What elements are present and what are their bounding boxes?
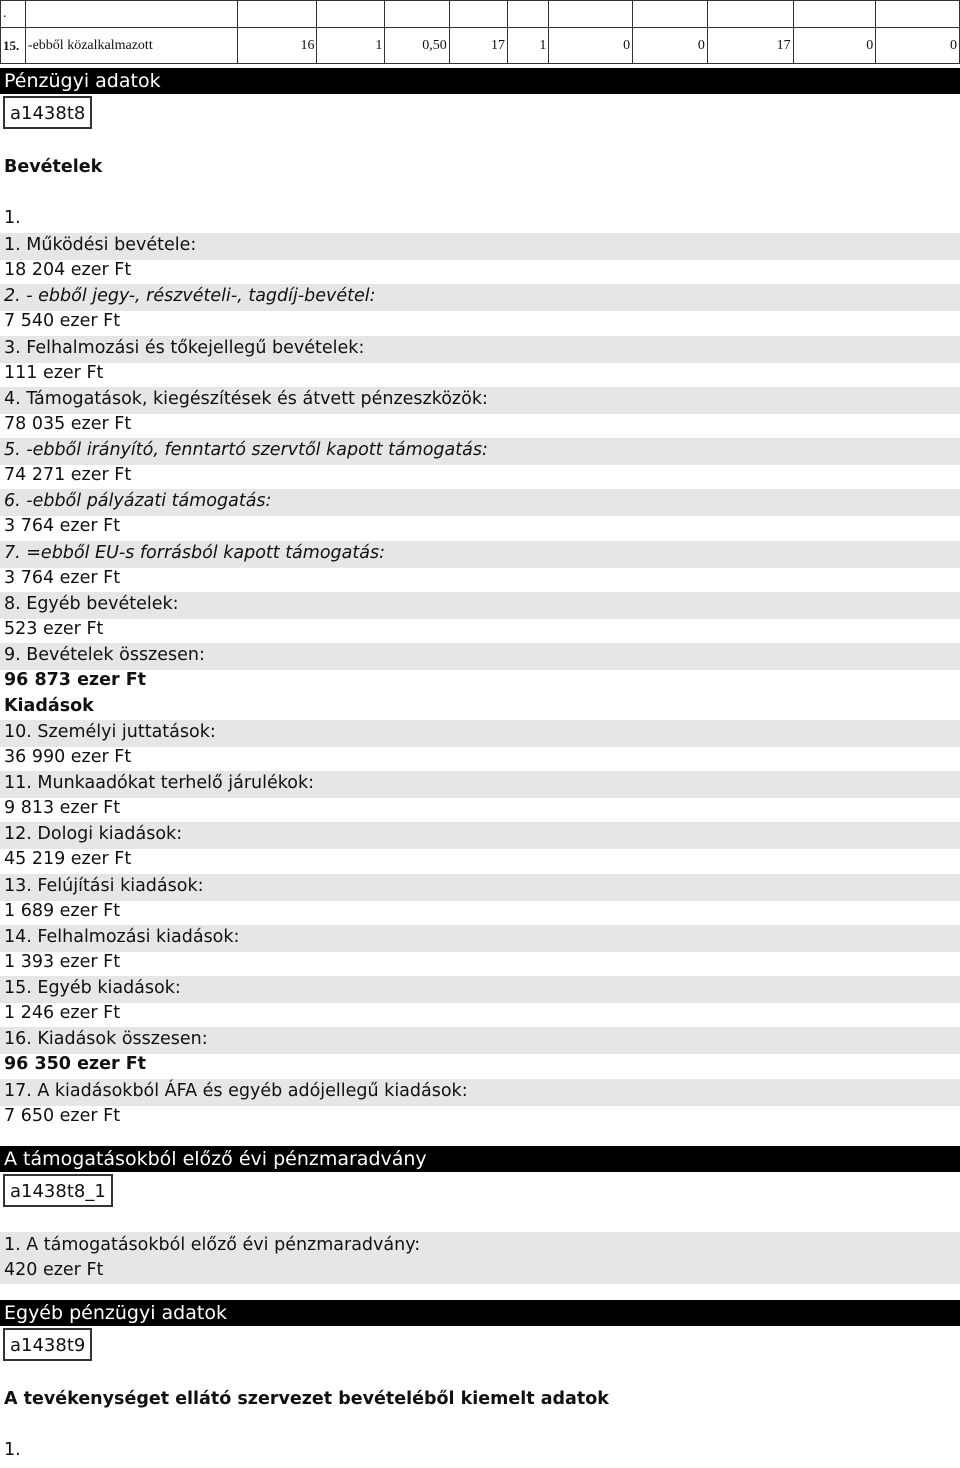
total-revenue-value: 96 873 ezer Ft <box>4 670 147 690</box>
table-cell <box>507 1 548 28</box>
table-value: 0 <box>633 28 708 64</box>
table-cell <box>317 1 385 28</box>
item-value: 1 393 ezer Ft <box>4 952 121 972</box>
total-label: Kiadások összesen: <box>37 1029 208 1049</box>
item-label: 8. Egyéb bevételek: <box>4 594 179 614</box>
item-label: 11. Munkaadókat terhelő járulékok: <box>4 773 314 793</box>
group-number: 1. <box>4 208 21 228</box>
subsection-title-highlighted-data: A tevékenységet ellátó szervezet bevételéből kiemelt adatok <box>4 1389 609 1409</box>
table-value: 0,50 <box>385 28 449 64</box>
item-value: 523 ezer Ft <box>4 619 104 639</box>
table-cell <box>449 1 507 28</box>
item-label: 12. Dologi kiadások: <box>4 824 183 844</box>
item-value: 1 689 ezer Ft <box>4 901 121 921</box>
item-label: 13. Felújítási kiadások: <box>4 876 204 896</box>
total-label: Bevételek összesen: <box>26 645 205 665</box>
section-title-other-financial: Egyéb pénzügyi adatok <box>0 1300 960 1326</box>
item-value: 7 650 ezer Ft <box>4 1106 121 1126</box>
item-label: 10. Személyi juttatások: <box>4 722 216 742</box>
section-title-financial: Pénzügyi adatok <box>0 68 960 94</box>
item-value: 420 ezer Ft <box>4 1260 104 1280</box>
table-cell <box>793 1 876 28</box>
item-label: 5. -ebből irányító, fenntartó szervtől kapott támogatás: <box>4 440 488 460</box>
item-label: 7. =ebből EU-s forrásból kapott támogatás: <box>4 543 385 563</box>
group-number: 1. <box>4 1440 21 1460</box>
item-value: 3 764 ezer Ft <box>4 516 121 536</box>
section-code: a1438t9 <box>3 1328 92 1361</box>
item-label: 1. A támogatásokból előző évi pénzmaradvány: <box>4 1235 421 1255</box>
table-cell <box>633 1 708 28</box>
section-title-remainder: A támogatásokból előző évi pénzmaradvány <box>0 1146 960 1172</box>
staff-table <box>0 0 960 64</box>
table-value: 1 <box>507 28 548 64</box>
item-value: 18 204 ezer Ft <box>4 260 132 280</box>
item-label: 2. - ebből jegy-, részvételi-, tagdíj-bevétel: <box>4 286 376 306</box>
table-cell <box>549 1 633 28</box>
row-index: 15. <box>1 28 26 64</box>
item-label: 17. A kiadásokból ÁFA és egyéb adójellegű kiadások: <box>4 1081 468 1101</box>
item-value: 3 764 ezer Ft <box>4 568 121 588</box>
table-value: 0 <box>876 28 960 64</box>
table-cell <box>707 1 793 28</box>
item-label: 6. -ebből pályázati támogatás: <box>4 491 272 511</box>
subsection-title-revenues: Bevételek <box>4 157 103 177</box>
table-cell <box>237 1 317 28</box>
item-label: 14. Felhalmozási kiadások: <box>4 927 240 947</box>
item-value: 111 ezer Ft <box>4 363 104 383</box>
item-label-total <box>4 1027 208 1052</box>
table-cell <box>876 1 960 28</box>
section-code: a1438t8 <box>3 96 92 129</box>
item-value: 36 990 ezer Ft <box>4 747 132 767</box>
item-number: 16. <box>4 1029 38 1049</box>
item-label: 4. Támogatások, kiegészítések és átvett pénzeszközök: <box>4 389 488 409</box>
table-value: 17 <box>449 28 507 64</box>
subsection-title-expenses: Kiadások <box>4 696 94 716</box>
table-row <box>1 1 960 28</box>
item-value: 74 271 ezer Ft <box>4 465 132 485</box>
table-value: 17 <box>707 28 793 64</box>
table-value: 1 <box>317 28 385 64</box>
section-code: a1438t8_1 <box>3 1174 113 1207</box>
item-number: 9. <box>4 645 27 665</box>
item-value: 78 035 ezer Ft <box>4 414 132 434</box>
item-label-total <box>4 643 205 668</box>
item-label: 1. Működési bevétele: <box>4 235 197 255</box>
table-value: 0 <box>793 28 876 64</box>
item-value: 9 813 ezer Ft <box>4 798 121 818</box>
table-value: 16 <box>237 28 317 64</box>
item-label: 15. Egyéb kiadások: <box>4 978 181 998</box>
total-expenses-value: 96 350 ezer Ft <box>4 1054 147 1074</box>
table-value: 0 <box>549 28 633 64</box>
table-cell <box>385 1 449 28</box>
item-value: 45 219 ezer Ft <box>4 849 132 869</box>
item-value: 1 246 ezer Ft <box>4 1003 121 1023</box>
table-cell <box>25 1 237 28</box>
item-value: 7 540 ezer Ft <box>4 311 121 331</box>
table-row <box>1 28 960 64</box>
table-cell-dot: . <box>1 1 26 28</box>
row-label: -ebből közalkalmazott <box>25 28 237 64</box>
item-label: 3. Felhalmozási és tőkejellegű bevételek: <box>4 338 365 358</box>
